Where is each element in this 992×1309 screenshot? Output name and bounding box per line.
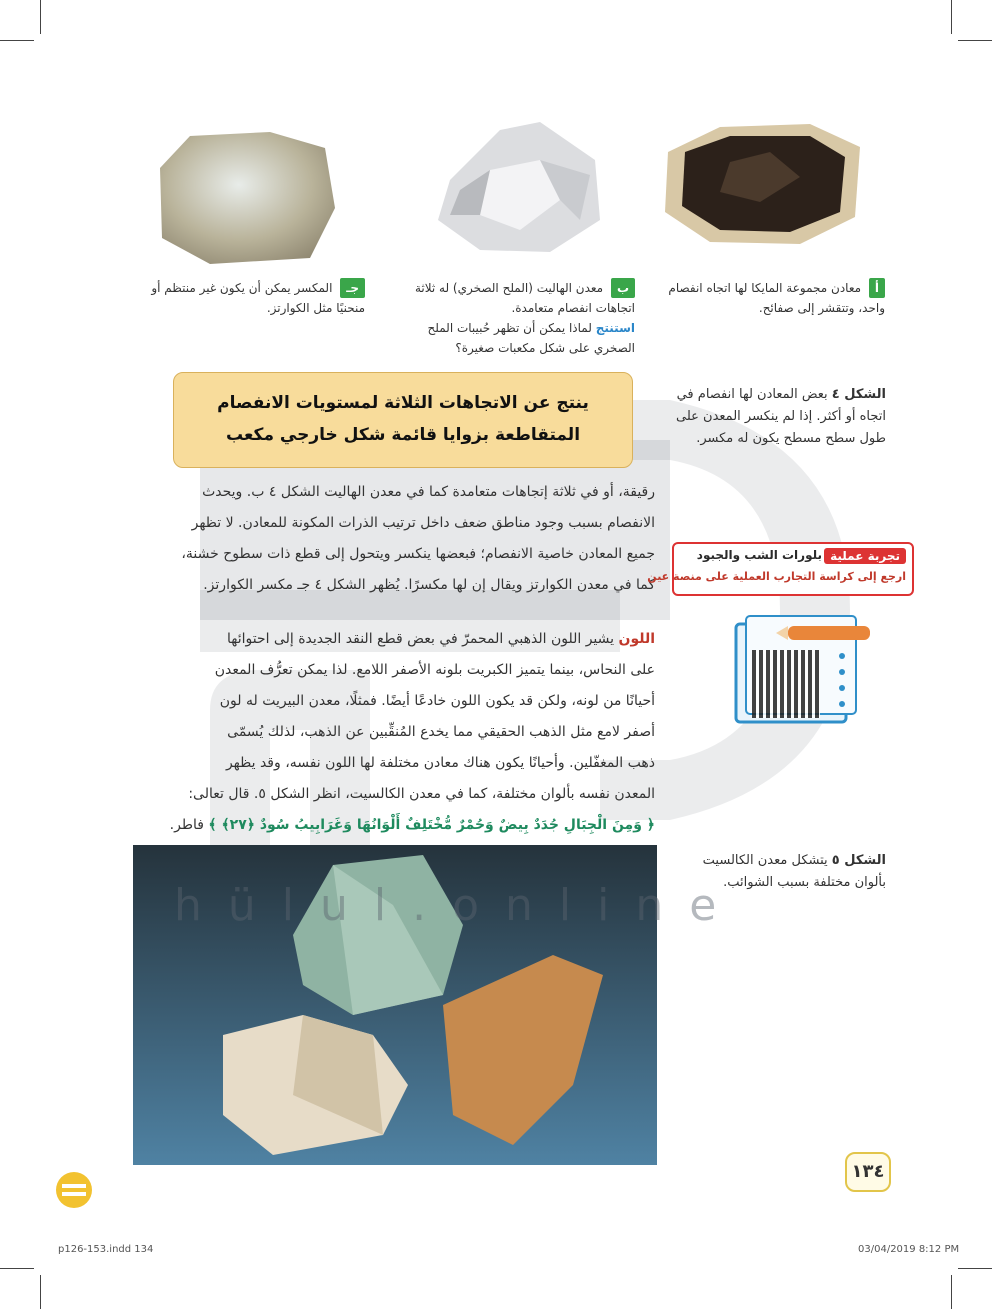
crop-mark — [0, 1268, 34, 1269]
caption-text: معدن الهاليت (الملح الصخري) له ثلاثة اتجاهات انفصام متعامدة. — [414, 281, 635, 315]
color-paragraph — [135, 624, 655, 841]
infer-question: لماذا يمكن أن تظهر حُبيبات الملح الصخري على شكل مكعبات صغيرة؟ — [427, 321, 635, 355]
crop-mark — [951, 1275, 952, 1309]
callout-line: المتقاطعة بزوايا قائمة شكل خارجي مكعب — [225, 425, 581, 445]
body-line: كما في معدن الكوارتز ويقال إن لها مكسرًا. يُظهر الشكل ٤ جـ مكسر الكوارتز. — [203, 577, 655, 593]
crop-mark — [951, 0, 952, 34]
lab-experiment-box[interactable] — [647, 542, 914, 596]
qr-code[interactable] — [752, 650, 820, 718]
publisher-logo-icon — [52, 1160, 98, 1210]
footer-date-label: 03/04/2019 8:12 PM — [858, 1244, 960, 1255]
body-line: أصفر لامع مثل الذهب الحقيقي مما يخدع المُنقِّبين عن الذهب، لذلك يُسمّى — [227, 724, 655, 740]
caption-badge: ب — [611, 278, 635, 298]
crop-mark — [0, 40, 34, 41]
crop-mark — [40, 0, 41, 34]
crop-mark — [40, 1275, 41, 1309]
crop-mark — [958, 1268, 992, 1269]
page-number: ١٣٤ — [845, 1152, 891, 1192]
figure-caption-c — [130, 278, 365, 318]
halite-crystal-image — [430, 120, 610, 260]
quartz-fracture-image — [150, 128, 340, 268]
color-keyword: اللون — [618, 631, 655, 647]
figure5-label: الشكل ٥ — [831, 853, 886, 868]
infer-label: استنتج — [595, 321, 635, 335]
figure4-text: بعض المعادن لها انفصام في اتجاه أو أكثر. إذا لم ينكسر المعدن على طول سطح مسطح يكون له مكسر. — [676, 387, 886, 446]
caption-text: المكسر يمكن أن يكون غير منتظم أو منحنيًا مثل الكوارتز. — [151, 281, 365, 315]
figure4-label: الشكل ٤ — [831, 387, 886, 402]
body-line: الانفصام بسبب وجود مناطق ضعف داخل ترتيب الذرات المكونة للمعادن. لا تظهر — [191, 515, 655, 531]
verse-line — [135, 810, 655, 841]
watermark-text: hülul.online — [174, 880, 743, 931]
experiment-tag: تجربة عملية — [824, 548, 906, 564]
caption-text: معادن مجموعة المايكا لها اتجاه انفصام واحد، وتتقشر إلى صفائح. — [668, 281, 885, 315]
figure4-side-caption — [676, 384, 886, 450]
caption-badge: أ — [869, 278, 885, 298]
figure-caption-b — [400, 278, 635, 358]
figure5-text: يتشكل معدن الكالسيت بألوان مختلفة بسبب الشوائب. — [702, 853, 886, 890]
body-line: على النحاس، بينما يتميز الكبريت بلونه الأصفر اللامع. لذا يمكن تعرُّف المعدن — [214, 662, 655, 678]
body-line: المعدن نفسه بألوان مختلفة، كما في معدن الكالسيت، انظر الشكل ٥. قال تعالى: — [188, 786, 655, 802]
figure-caption-a — [650, 278, 885, 318]
body-line — [135, 624, 655, 655]
body-line: ذهب المغفّلين. وأحيانًا يكون هناك معادن مختلفة لها اللون نفسه، وقد يظهر — [225, 755, 655, 771]
experiment-subtitle: ارجع إلى كراسة التجارب العملية على منصة عين — [647, 570, 906, 583]
mica-sheet-image — [660, 122, 865, 247]
quran-verse: ﴿ وَمِنَ الْجِبَالِ جُدَدٌ بِيضٌ وَحُمْرٌ مُّخْتَلِفٌ أَلْوَانُهَا وَغَرَابِيبُ سُودٌ ﴿٢٧﴾ ﴾ — [208, 817, 655, 833]
caption-badge: جـ — [340, 278, 365, 298]
body-line: رقيقة، أو في ثلاثة إتجاهات متعامدة كما في معدن الهاليت الشكل ٤ ب. ويحدث — [202, 484, 655, 500]
highlight-callout — [173, 372, 633, 468]
experiment-title: بلورات الشب والجبود — [696, 548, 822, 562]
verse-source: فاطر. — [169, 817, 204, 833]
body-line: أحيانًا من لونه، ولكن قد يكون اللون خادعًا أيضًا. فمثلًا، معدن البيريت له لون — [219, 693, 655, 709]
crop-mark — [958, 40, 992, 41]
body-line: جميع المعادن خاصية الانفصام؛ فبعضها ينكسر ويتحول إلى قطع ذات سطوح خشنة، — [181, 546, 655, 562]
footer-file-label: p126-153.indd 134 — [58, 1244, 154, 1255]
callout-line: ينتج عن الاتجاهات الثلاثة لمستويات الانفصام — [217, 393, 589, 413]
body-line-text: يشير اللون الذهبي المحمرّ في بعض قطع النقد الجديدة إلى احتوائها — [226, 631, 615, 647]
